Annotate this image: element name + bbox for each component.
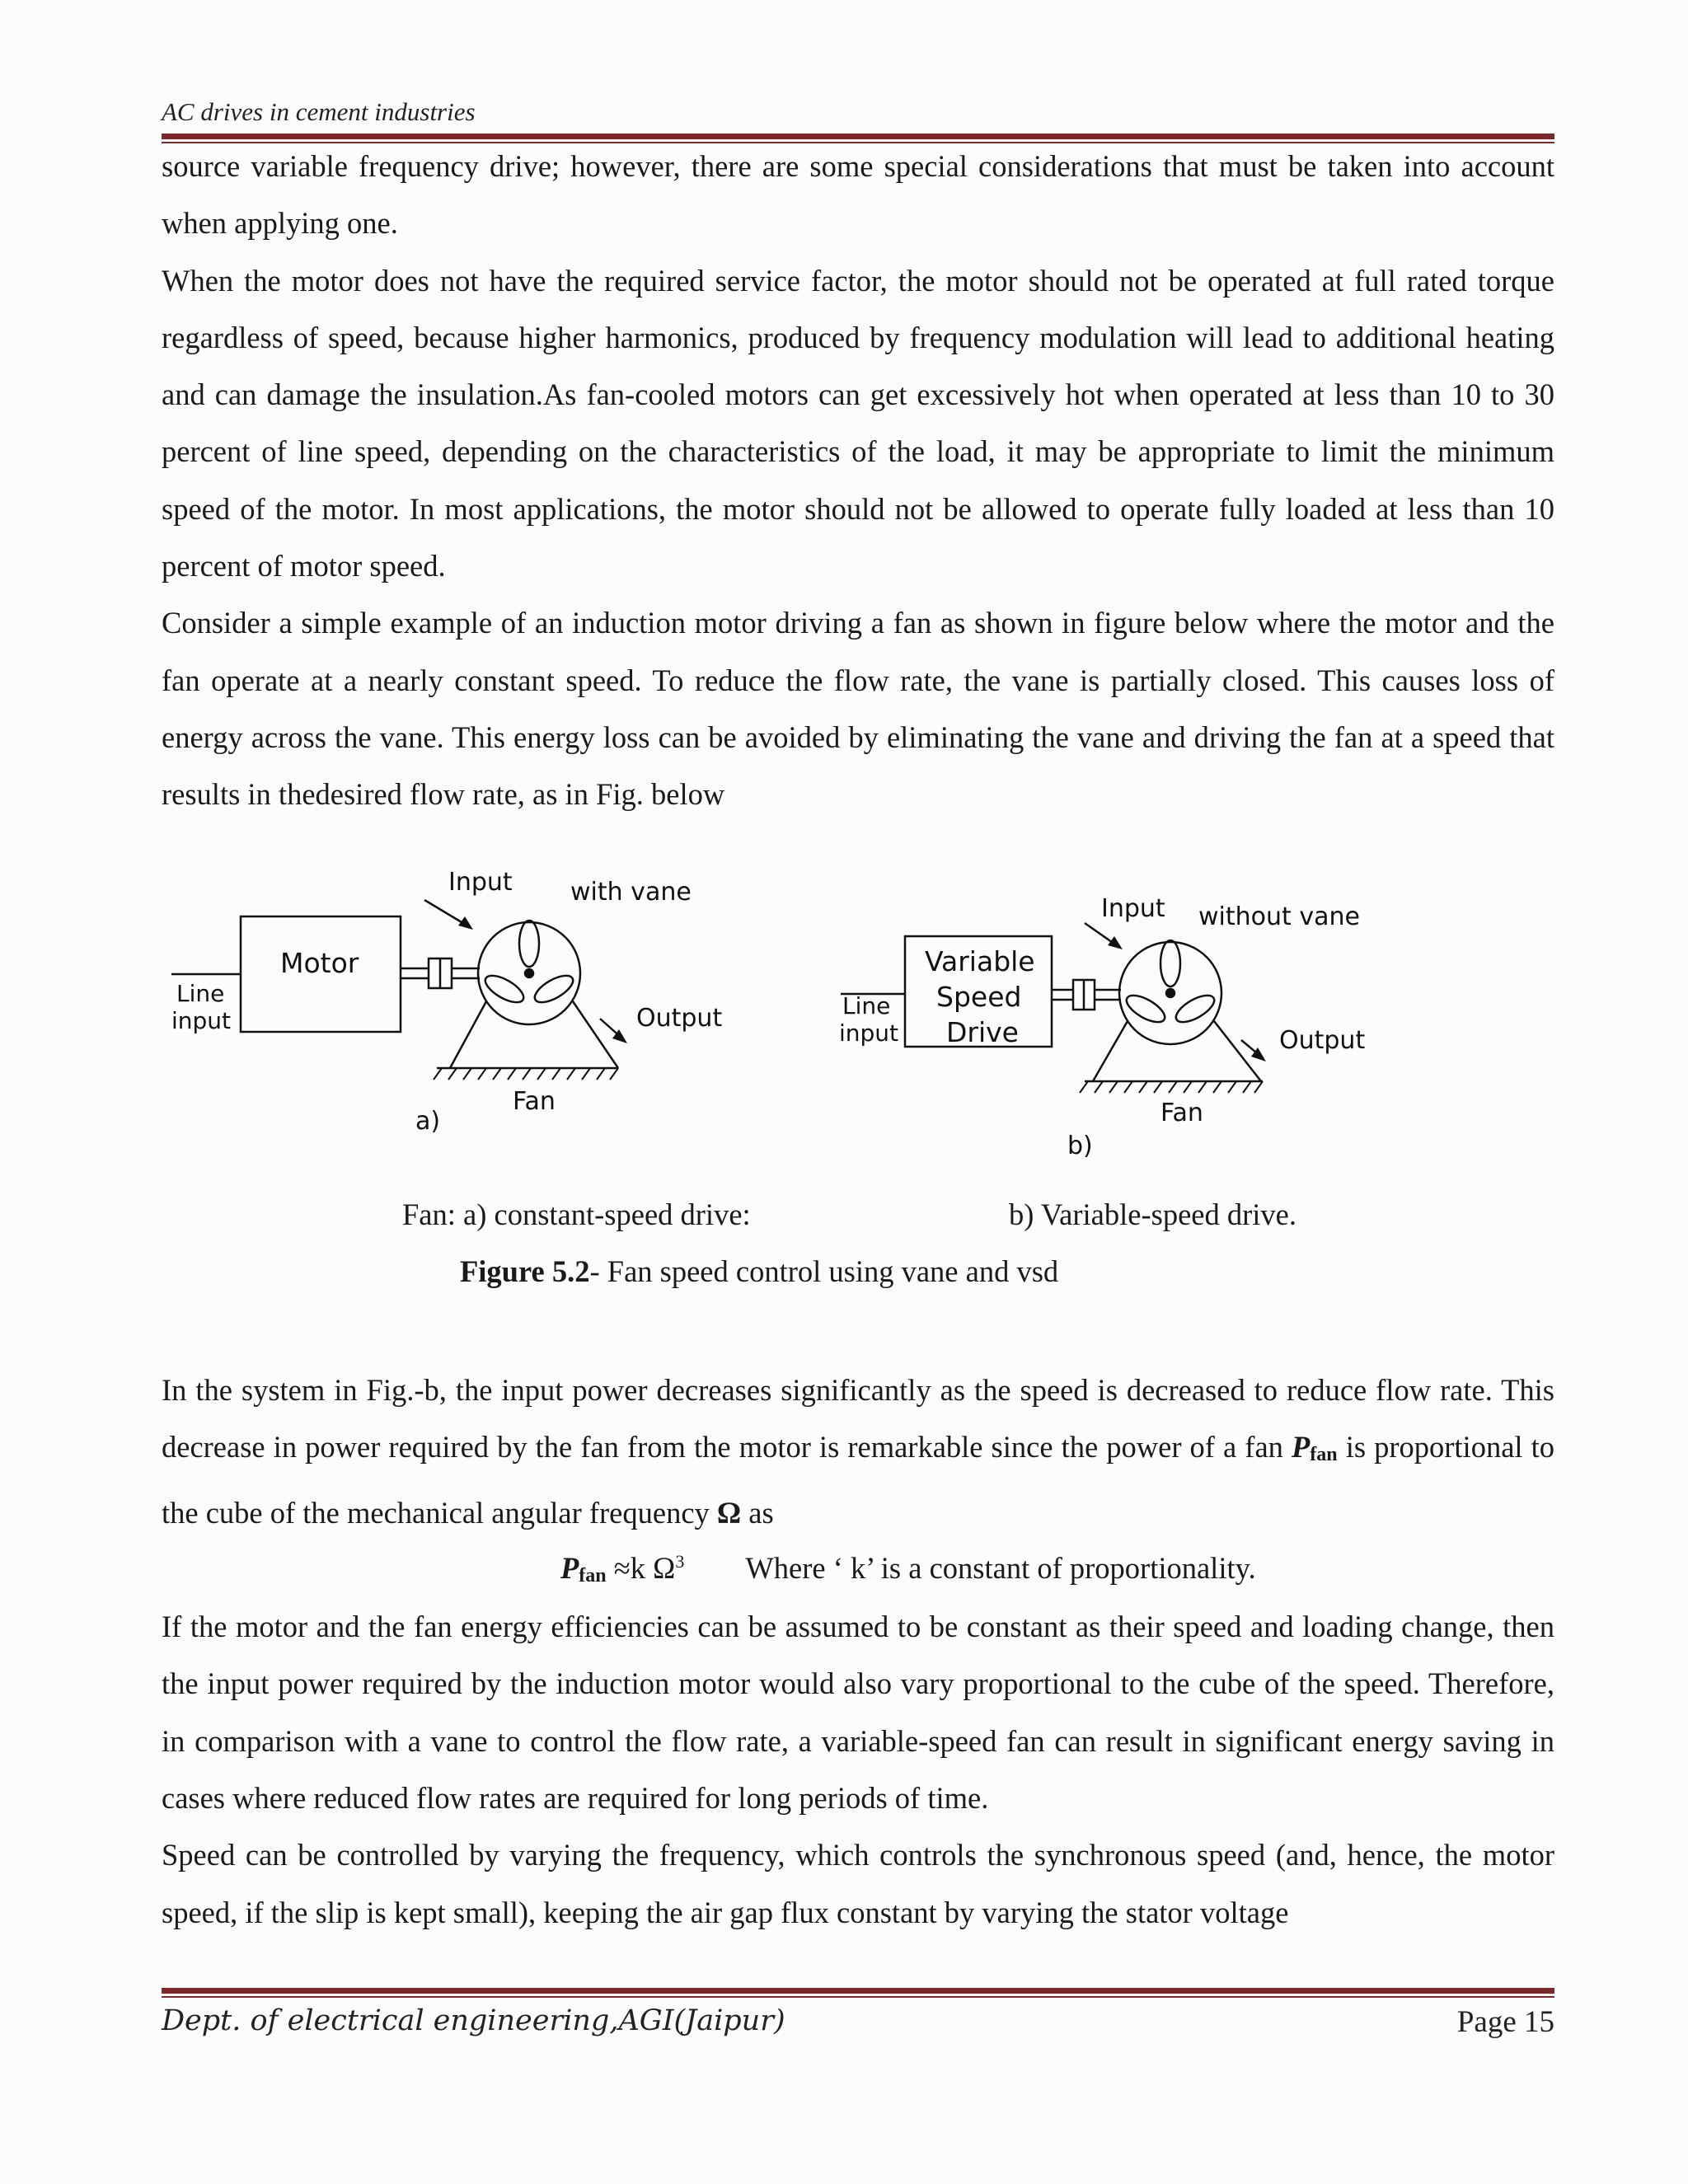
footer-rule [162, 1988, 1554, 1998]
paragraph-text: as [741, 1495, 774, 1530]
omega-symbol: Ω [716, 1495, 742, 1530]
label-output-a: Output [636, 1004, 723, 1033]
running-header: AC drives in cement industries [162, 97, 476, 126]
label-output-b: Output [1279, 1026, 1366, 1055]
fan-blade [519, 921, 539, 967]
figure-caption [460, 1254, 1058, 1289]
label-without-vane: without vane [1198, 902, 1360, 931]
label-fan-b: Fan [1160, 1099, 1203, 1127]
figure-number: Figure 5.2 [460, 1254, 590, 1288]
formula-exponent: 3 [675, 1551, 685, 1572]
label-input-a: Input [448, 868, 513, 897]
fan-stand [573, 1001, 618, 1068]
label-with-vane: with vane [570, 878, 692, 907]
label-vsd-drive: Drive [946, 1016, 1019, 1048]
label-fan-a: Fan [513, 1087, 556, 1116]
pfan-letter: P [1291, 1430, 1311, 1465]
pfan-subscript: fan [1310, 1444, 1338, 1466]
paragraph: Speed can be controlled by varying the frequency, which controls the synchronous speed (and, hence, the motor speed, if the slip is kept small), keeping the air gap flux constant by varying the stator voltage [162, 1838, 1554, 1929]
arrowhead [458, 916, 473, 930]
formula-where: Where ‘ k’ is a constant of proportionality. [745, 1551, 1256, 1586]
formula-p: P [560, 1551, 579, 1586]
fan-blade [481, 970, 528, 1007]
fan-drive-diagram [157, 857, 1376, 1187]
pfan-symbol [1292, 1430, 1338, 1464]
formula-subscript: fan [579, 1565, 607, 1587]
diagram-b [841, 923, 1263, 1093]
fan-stand [1093, 1021, 1128, 1081]
label-b: b) [1067, 1132, 1093, 1160]
caption-b: b) Variable-speed drive. [1009, 1197, 1296, 1231]
label-a: a) [415, 1107, 441, 1136]
label-line-input-a: input [171, 1007, 232, 1034]
formula-relation: ≈k Ω [606, 1551, 676, 1586]
formula-pfan [560, 1551, 607, 1585]
formula [560, 1533, 1256, 1605]
label-vsd-variable: Variable [925, 945, 1035, 977]
footer-department: Dept. of electrical engineering,AGI(Jaipur) [162, 2004, 785, 2037]
fan-blade [1123, 990, 1169, 1027]
diagram-a [171, 900, 622, 1080]
body-text-bottom [162, 1361, 1554, 1941]
paragraph-text: In the system in Fig.-b, the input power decreases significantly as the speed is decreased to reduce flow rate. This decrease in power required by the fan from the motor is remarkable since the power of a fan [162, 1373, 1554, 1465]
fan-blade [1160, 940, 1180, 987]
label-motor: Motor [280, 947, 359, 979]
paragraph: source variable frequency drive; however, there are some special considerations that must be taken into account when applying one. [162, 149, 1554, 241]
label-line-b: Line [842, 992, 891, 1019]
label-line-a: Line [176, 980, 225, 1007]
paragraph: When the motor does not have the required service factor, the motor should not be operated at full rated torque regardless of speed, because higher harmonics, produced by frequency modulation will lead to additional heating and can damage the insulation.As fan-cooled motors can get excessively hot when operated at less than 10 to 30 percent of line speed, depending on the characteristics of the load, it may be appropriate to limit the minimum speed of the motor. In most applications, the motor should not be allowed to operate fully loaded at less than 10 percent of motor speed. [162, 263, 1554, 583]
arrowhead [1108, 936, 1123, 949]
caption-a: Fan: a) constant-speed drive: [402, 1197, 751, 1231]
paragraph: If the motor and the fan energy efficiencies can be assumed to be constant as their speed and loading change, then the input power required by the induction motor would also vary proportional to the cube of the speed. Therefore, in comparison with a vane to control the flow rate, a variable-speed fan can result in significant energy saving in cases where reduced flow rates are required for long periods of time. [162, 1610, 1554, 1816]
fan-blade [531, 970, 577, 1007]
fan-blade [1172, 990, 1218, 1027]
body-text-top [162, 138, 1554, 823]
paragraph [162, 1361, 1554, 1541]
paragraph: Consider a simple example of an induction motor driving a fan as shown in figure below where the motor and the fan operate at a nearly constant speed. To reduce the flow rate, the vane is partially closed. This causes loss of energy across the vane. This energy loss can be avoided by eliminating the vane and driving the fan at a speed that results in thedesired flow rate, as in Fig. below [162, 606, 1554, 812]
fan-stand [450, 1001, 486, 1068]
paragraph-text: is proportional to the cube of the mechanical angular frequency [162, 1430, 1554, 1530]
label-line-input-b: input [839, 1019, 899, 1047]
figure-description: - Fan speed control using vane and vsd [589, 1254, 1059, 1288]
page-number: Page 15 [1456, 2005, 1554, 2039]
label-input-b: Input [1101, 894, 1165, 923]
label-vsd-speed: Speed [936, 981, 1022, 1013]
